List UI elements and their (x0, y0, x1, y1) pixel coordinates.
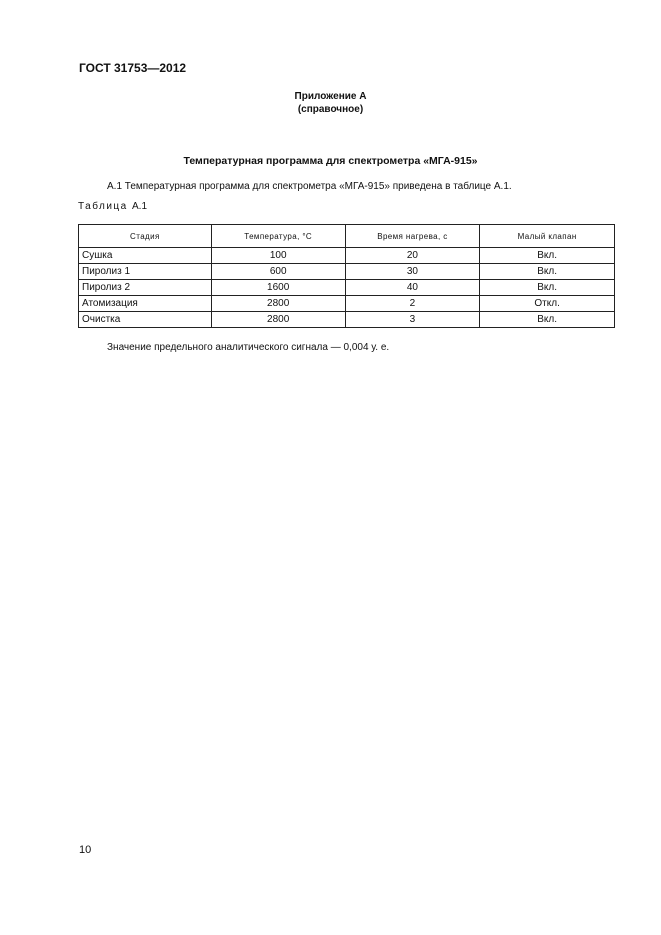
cell-small-valve: Вкл. (480, 264, 615, 280)
header-small-valve: Малый клапан (480, 225, 615, 248)
header-temperature: Температура, °С (211, 225, 345, 248)
appendix-subtitle: (справочное) (297, 104, 364, 115)
table-caption-word: Таблица (78, 201, 128, 212)
document-code: ГОСТ 31753—2012 (79, 61, 187, 75)
section-title: Температурная программа для спектрометра «МГА-915» (183, 155, 478, 167)
header-stage: Стадия (79, 225, 212, 248)
cell-stage: Очистка (79, 312, 212, 328)
cell-small-valve: Вкл. (480, 312, 615, 328)
cell-temperature: 100 (211, 248, 345, 264)
table-header-row (79, 225, 615, 248)
intro-paragraph: А.1 Температурная программа для спектрометра «МГА-915» приведена в таблице А.1. (107, 181, 512, 192)
cell-heating-time: 20 (345, 248, 480, 264)
table-row (79, 296, 615, 312)
table-row (79, 264, 615, 280)
header-heating-time: Время нагрева, с (345, 225, 480, 248)
cell-heating-time: 40 (345, 280, 480, 296)
cell-stage: Пиролиз 1 (79, 264, 212, 280)
table-caption-number: А.1 (132, 201, 148, 212)
table-caption (78, 201, 147, 212)
cell-temperature: 2800 (211, 312, 345, 328)
temperature-program-table (78, 224, 615, 328)
cell-small-valve: Вкл. (480, 280, 615, 296)
cell-temperature: 1600 (211, 280, 345, 296)
cell-stage: Сушка (79, 248, 212, 264)
table-row (79, 248, 615, 264)
appendix-title: Приложение А (294, 91, 367, 102)
cell-temperature: 2800 (211, 296, 345, 312)
table-row (79, 280, 615, 296)
cell-temperature: 600 (211, 264, 345, 280)
cell-stage: Пиролиз 2 (79, 280, 212, 296)
cell-stage: Атомизация (79, 296, 212, 312)
cell-heating-time: 30 (345, 264, 480, 280)
cell-small-valve: Откл. (480, 296, 615, 312)
cell-heating-time: 3 (345, 312, 480, 328)
table-row (79, 312, 615, 328)
cell-heating-time: 2 (345, 296, 480, 312)
page-number: 10 (79, 844, 92, 856)
cell-small-valve: Вкл. (480, 248, 615, 264)
note-paragraph: Значение предельного аналитического сигнала — 0,004 у. е. (107, 342, 390, 353)
appendix-heading (0, 90, 661, 116)
